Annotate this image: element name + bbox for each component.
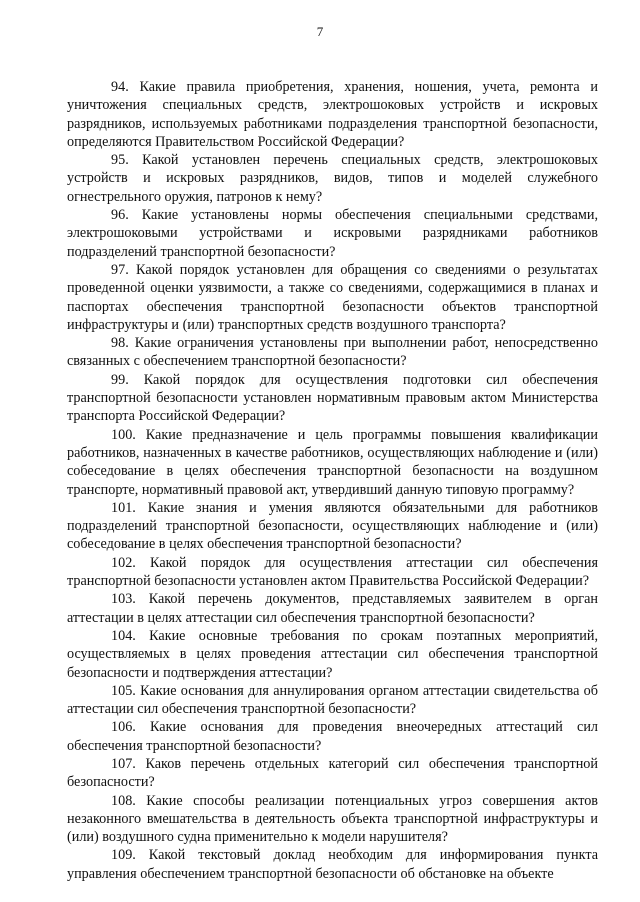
question-109: 109. Какой текстовый доклад необходим для информирования пункта управления обеспечением транспортной безопасности об обстановке на объекте <box>67 847 598 882</box>
question-102: 102. Какой порядок для осуществления аттестации сил обеспечения транспортной безопасности установлен актом Правительства Российской Федерации? <box>67 554 598 590</box>
question-106: 106. Какие основания для проведения внеочередных аттестаций сил обеспечения транспортной безопасности? <box>67 719 598 754</box>
question-98: 98. Какие ограничения установлены при выполнении работ, непосредственно связанных с обеспечением транспортной безопасности? <box>67 335 598 370</box>
question-100: 100. Какие предназначение и цель программы повышения квалификации работников, назначенных в качестве работников, осуществляющих наблюдение и (или) собеседование в целях обеспечения транспортной безопасности на воздушном транспорте, нормативный правовой акт, утвердивший данную типовую программу? <box>67 426 598 498</box>
question-101: 101. Какие знания и умения являются обязательными для работников подразделений транспортной безопасности, осуществляющих наблюдение и (или) собеседование в целях обеспечения транспортной безопасности? <box>67 499 598 553</box>
page-number: 7 <box>316 24 324 39</box>
question-99: 99. Какой порядок для осуществления подготовки сил обеспечения транспортной безопасности установлен нормативным правовым актом Министерства транспорта Российской Федерации? <box>67 371 598 425</box>
question-list <box>67 78 598 883</box>
question-97: 97. Какой порядок установлен для обращения со сведениями о результатах проведенной оценки уязвимости, а также со сведениями, содержащимися в планах и паспортах обеспечения транспортной безопасности объектов транспортной инфраструктуры и (или) транспортных средств воздушного транспорта? <box>67 261 598 333</box>
question-103: 103. Какой перечень документов, представляемых заявителем в орган аттестации в целях аттестации сил обеспечения транспортной безопасности? <box>67 591 598 626</box>
question-107: 107. Каков перечень отдельных категорий сил обеспечения транспортной безопасности? <box>67 755 598 791</box>
question-96: 96. Какие установлены нормы обеспечения специальными средствами, электрошоковыми устройствами и искровыми разрядниками работников подразделений транспортной безопасности? <box>67 207 598 260</box>
question-95: 95. Какой установлен перечень специальных средств, электрошоковых устройств и искровых разрядников, видов, типов и моделей служебного огнестрельного оружия, патронов к нему? <box>67 152 598 205</box>
question-94: 94. Какие правила приобретения, хранения, ношения, учета, ремонта и уничтожения специальных средств, электрошоковых устройств и искровых разрядников, используемых работниками подразделения транспортной безопасности, определяются Правительством Российской Федерации? <box>67 79 598 150</box>
question-105: 105. Какие основания для аннулирования органом аттестации свидетельства об аттестации сил обеспечения транспортной безопасности? <box>67 682 598 718</box>
question-104: 104. Какие основные требования по срокам поэтапных мероприятий, осуществляемых в целях проведения аттестации сил обеспечения транспортной безопасности и подтверждения аттестации? <box>67 627 598 681</box>
question-108: 108. Какие способы реализации потенциальных угроз совершения актов незаконного вмешательства в деятельность объекта транспортной инфраструктуры и (или) воздушного судна применительно к модели нарушителя? <box>67 792 598 846</box>
